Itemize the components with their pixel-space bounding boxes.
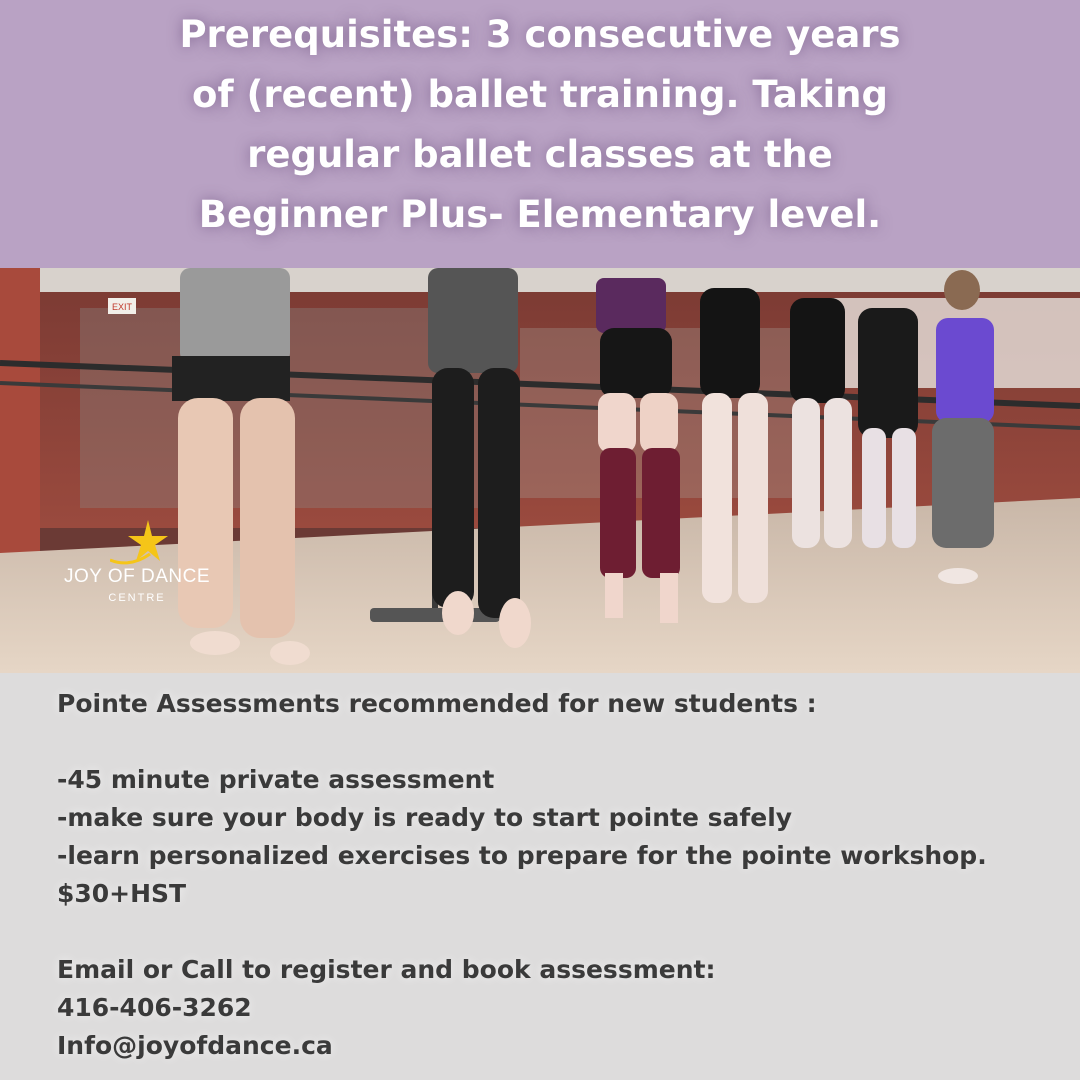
prerequisites-line: Beginner Plus- Elementary level. xyxy=(198,193,882,236)
assessment-item: -make sure your body is ready to start pointe safely xyxy=(57,803,793,832)
prerequisites-line: of (recent) ballet training. Taking xyxy=(192,73,888,116)
exit-sign: EXIT xyxy=(111,302,133,312)
logo-name: JOY OF DANCE xyxy=(63,566,211,587)
prerequisites-text xyxy=(60,5,1020,245)
joy-of-dance-logo xyxy=(58,518,228,638)
assessment-info xyxy=(57,685,1047,1065)
contact-email: Info@joyofdance.ca xyxy=(57,1031,333,1060)
dancer-figure xyxy=(428,268,531,648)
prerequisites-banner xyxy=(0,0,1080,268)
prerequisites-line: Prerequisites: 3 consecutive years xyxy=(179,13,901,56)
assessment-heading: Pointe Assessments recommended for new students : xyxy=(57,689,817,718)
assessment-info-panel xyxy=(0,673,1080,1080)
star-icon xyxy=(110,518,170,568)
assessment-item: -learn personalized exercises to prepare for the pointe workshop. xyxy=(57,841,987,870)
contact-heading: Email or Call to register and book assessment: xyxy=(57,955,716,984)
assessment-price: $30+HST xyxy=(57,879,187,908)
prerequisites-line: regular ballet classes at the xyxy=(247,133,833,176)
assessment-item: -45 minute private assessment xyxy=(57,765,495,794)
contact-phone: 416-406-3262 xyxy=(57,993,252,1022)
logo-subtitle: CENTRE xyxy=(108,592,166,604)
ballet-class-photo xyxy=(0,268,1080,673)
